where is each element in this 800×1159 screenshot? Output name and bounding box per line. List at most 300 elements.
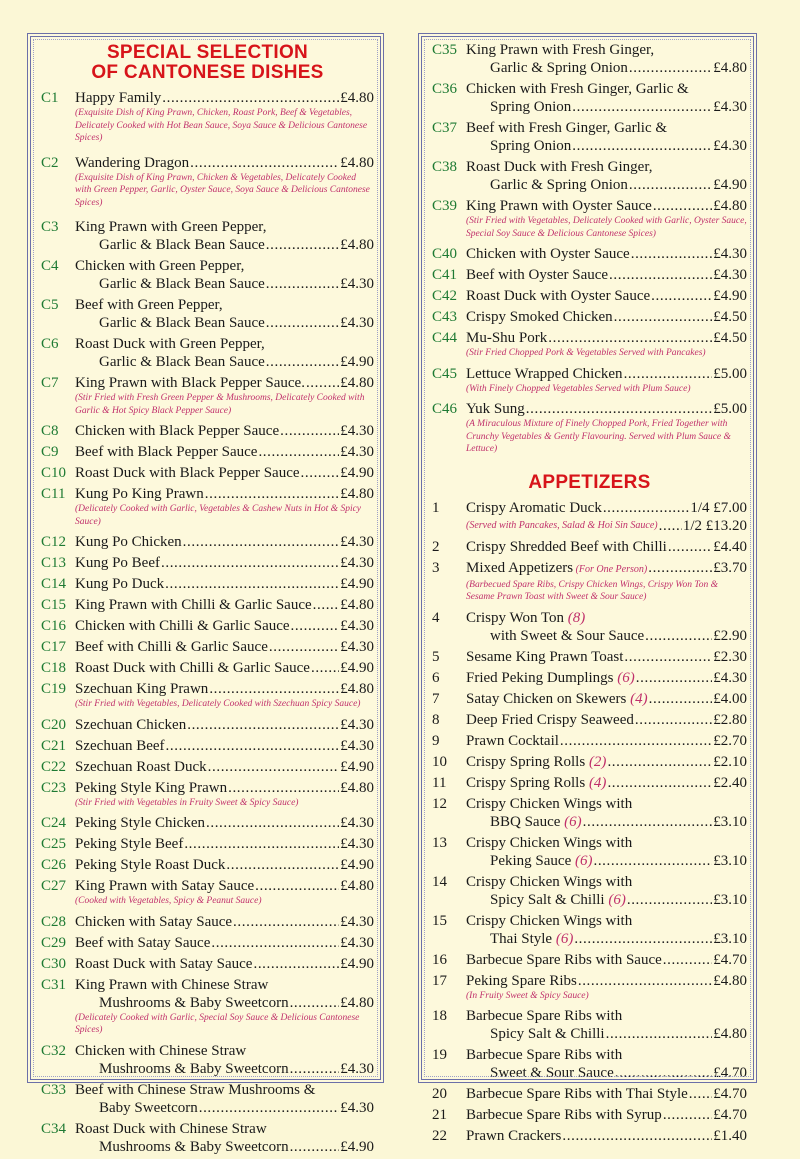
item-code: C20 [41,716,67,733]
menu-item [41,575,374,593]
leader-dots [291,617,340,635]
menu-item [432,912,747,948]
item-code: 21 [432,1107,447,1123]
item-price: £1.40 [713,1128,747,1144]
item-code: C22 [41,758,67,775]
menu-item [432,266,747,284]
item-price: £3.10 [713,852,747,869]
item-price: £4.80 [340,878,374,894]
item-price: £4.30 [340,815,374,831]
item-quantity: (For One Person) [573,563,648,575]
menu-item [432,648,747,666]
item-name: Szechuan Beef [75,737,165,754]
menu-item [432,308,747,326]
item-name: Beef with Satay Sauce [75,934,211,951]
item-name: Crispy Chicken Wings with [466,873,633,890]
menu-item [432,609,747,645]
leader-dots [290,1060,340,1078]
item-price: £4.90 [340,955,374,972]
leader-dots [199,1099,340,1117]
item-code: C42 [432,288,458,304]
leader-dots [663,951,712,969]
menu-item [41,296,374,332]
leader-dots [269,638,339,656]
item-code: C7 [41,375,59,391]
leader-dots [266,275,339,293]
leader-dots [593,852,712,870]
item-code: C43 [432,309,458,325]
item-name: Garlic & Spring Onion [490,177,628,193]
item-name: Roast Duck with Black Pepper Sauce [75,465,300,481]
item-description: (In Fruity Sweet & Spicy Sauce) [466,990,589,1001]
item-price: £4.90 [340,576,374,592]
item-name: Kung Po Duck [75,576,165,592]
item-name: Mushrooms & Baby Sweetcorn [99,1138,289,1155]
item-code: C2 [41,154,59,171]
item-name: Garlic & Spring Onion [490,60,628,76]
item-code: 3 [432,559,440,576]
section-title [41,43,374,83]
item-name: Beef with Chinese Straw Mushrooms & [75,1081,316,1098]
leader-dots [253,955,339,973]
item-description: (Stir Fried Chopped Pork & Vegetables Served with Pancakes) [466,348,706,358]
item-price: £2.10 [713,753,747,770]
menu-item [41,680,374,713]
item-name: Happy Family [75,90,162,106]
item-code: C17 [41,639,67,655]
item-name: Mu-Shu Pork [466,330,548,346]
item-price: £2.40 [713,774,747,791]
item-description: (Stir Fried with Vegetables, Delicately Cooked with Garlic, Oyster Sauce, Special Soy Sauce & Delicious Cantonese Spices) [466,216,747,239]
item-price: £4.80 [713,972,747,989]
item-price: £4.30 [713,138,747,154]
leader-dots [560,732,712,750]
item-name: Fried Peking Dumplings (6) [466,669,635,686]
item-name: Roast Duck with Chilli & Garlic Sauce [75,660,310,676]
item-name: with Sweet & Sour Sauce [490,627,645,644]
item-price: £4.30 [713,246,747,262]
item-code: C4 [41,258,59,274]
menu-item [432,669,747,687]
leader-dots [615,1064,713,1082]
leader-dots [645,627,712,645]
menu-item [41,554,374,572]
item-code: 17 [432,972,447,989]
item-code: C33 [41,1081,67,1098]
leader-dots [266,353,339,371]
item-code: C24 [41,815,67,831]
leader-dots [209,680,339,698]
menu-item [41,485,374,530]
item-name: Crispy Smoked Chicken [466,309,613,325]
item-code: C10 [41,465,67,481]
item-quantity: (4) [585,774,607,791]
menu-item [432,732,747,750]
item-price: £4.80 [340,154,374,171]
menu-item [432,1106,747,1124]
appetizers-title: APPETIZERS [528,471,651,493]
leader-dots [627,891,712,909]
menu-item [432,499,747,535]
leader-dots [635,711,712,729]
leader-dots [187,716,339,734]
item-price: 1/4 £7.00 [690,499,747,516]
item-code: C37 [432,120,458,136]
menu-item [432,80,747,116]
item-name: Crispy Spring Rolls (4) [466,774,607,791]
menu-item [432,1127,747,1145]
item-name: Spicy Salt & Chilli [490,1026,605,1042]
item-name: Beef with Oyster Sauce [466,267,609,283]
item-name: Yuk Sung [466,401,525,417]
item-price: £4.80 [713,198,747,214]
leader-dots [258,443,339,461]
item-name: Kung Po Chicken [75,534,182,550]
item-code: C14 [41,576,67,592]
item-price: £4.30 [340,737,374,754]
item-name: Peking Style Chicken [75,815,205,831]
item-code: C15 [41,597,67,613]
menu-item [41,1081,374,1117]
item-description: (Stir Fried with Vegetables, Delicately Cooked with Szechuan Spicy Sauce) [75,699,361,709]
item-price: £4.90 [713,177,747,193]
section-title-line-2: OF CANTONESE DISHES [91,62,324,83]
item-code: C9 [41,444,59,460]
leader-dots [631,245,713,263]
item-code: 15 [432,912,447,929]
item-price: £4.50 [713,309,747,325]
item-price: 1/2 £13.20 [682,517,747,534]
item-price: £4.80 [713,1026,747,1042]
item-price: £4.80 [340,994,374,1011]
leader-dots [578,972,712,990]
item-name: Crispy Chicken Wings with [466,795,633,812]
item-name: Prawn Cocktail [466,732,559,749]
menu-item [432,538,747,556]
leader-dots [165,575,339,593]
menu-item [41,856,374,874]
item-name: Barbecue Spare Ribs with [466,1047,623,1063]
menu-item [41,596,374,614]
item-price: £5.00 [713,401,747,417]
item-price: £4.90 [340,354,374,370]
leader-dots [526,400,712,418]
item-price: £4.90 [713,288,747,304]
item-code: C26 [41,857,67,873]
leader-dots [208,758,340,776]
leader-dots [614,308,713,326]
leader-dots [548,329,712,347]
item-code: C11 [41,486,66,502]
item-price: £4.90 [340,660,374,676]
item-code: C8 [41,423,59,439]
leader-dots [228,779,339,797]
item-name: Roast Duck with Green Pepper, [75,336,265,352]
leader-dots [629,59,712,77]
item-code: 1 [432,499,440,516]
item-name: King Prawn with Fresh Ginger, [466,42,655,58]
menu-item [432,951,747,969]
item-price: £3.10 [713,813,747,830]
item-description: (Barbecued Spare Ribs, Crispy Chicken Wings, Crispy Won Ton & Sesame Prawn Toast with Sweet & Sour Sauce) [466,579,719,602]
item-code: C1 [41,90,59,106]
item-name: Barbecue Spare Ribs with Syrup [466,1107,662,1123]
item-code: 2 [432,538,440,555]
item-price: £4.30 [713,669,747,686]
item-name: Mushrooms & Baby Sweetcorn [99,994,289,1011]
item-price: £4.80 [340,779,374,796]
leader-dots [183,533,340,551]
item-price: £4.80 [340,237,374,253]
menu-item [432,400,747,458]
item-name: Barbecue Spare Ribs with Thai Style [466,1086,688,1102]
item-description: (Cooked with Vegetables, Spicy & Peanut Sauce) [75,896,262,906]
menu-item [41,617,374,635]
item-price: £4.30 [340,534,374,550]
leader-dots [190,154,339,172]
item-price: £4.80 [340,681,374,697]
item-code: C36 [432,81,458,97]
item-code: 12 [432,795,447,812]
leader-dots [301,464,340,482]
item-name: Chicken with Oyster Sauce [466,246,630,262]
leader-dots [583,813,713,831]
menu-item [41,533,374,551]
item-price: £4.70 [713,1107,747,1123]
item-price: £4.30 [340,639,374,655]
menu-item [432,834,747,870]
item-price: £2.80 [713,711,747,728]
item-price: £4.30 [340,315,374,331]
leader-dots [603,499,690,517]
item-name: Barbecue Spare Ribs with [466,1008,623,1024]
menu-item [41,955,374,973]
leader-dots [166,737,340,755]
menu-item [432,559,747,606]
item-name: Prawn Crackers [466,1128,562,1144]
item-name: Peking Sauce (6) [490,852,593,869]
item-code: 4 [432,609,440,626]
item-name: Spring Onion [490,99,572,115]
menu-item [432,711,747,729]
item-price: £4.80 [713,60,747,76]
item-description: (Exquisite Dish of King Prawn, Chicken, Roast Pork, Beef & Vegetables, Delicately Cooked with Hot Bean Sauce, Soya Sauce & Delicious Cantonese Spices) [75,108,368,143]
item-price: £4.30 [340,276,374,292]
item-code: 11 [432,774,447,791]
item-price: £4.80 [340,597,374,613]
item-code: C46 [432,401,458,417]
leader-dots [211,934,339,952]
menu-item [41,89,374,147]
item-name: Satay Chicken on Skewers (4) [466,690,648,707]
menu-item [432,774,747,792]
item-price: £4.90 [340,758,374,775]
item-code: 6 [432,669,440,686]
item-code: 10 [432,753,447,770]
item-name: Chicken with Fresh Ginger, Garlic & [466,81,689,97]
item-price: £4.30 [340,716,374,733]
leader-dots [636,669,712,687]
menu-item [432,245,747,263]
menu-item [41,779,374,812]
item-name: Roast Duck with Chinese Straw [75,1120,267,1137]
item-price: £2.70 [713,732,747,749]
appetizers-list [432,499,747,1149]
item-name: BBQ Sauce (6) [490,813,582,830]
item-description: (With Finely Chopped Vegetables Served with Plum Sauce) [466,383,691,394]
leader-dots [233,913,339,931]
item-name: Wandering Dragon [75,154,190,171]
item-price: £4.40 [713,538,747,555]
menu-item [432,329,747,362]
menu-item [432,690,747,708]
item-name: Roast Duck with Oyster Sauce [466,288,651,304]
leader-dots [572,98,712,116]
item-code: C38 [432,159,458,175]
cantonese-list [41,89,374,1159]
item-price: £4.30 [340,423,374,439]
item-description: (Delicately Cooked with Garlic, Special Soy Sauce & Delicious Cantonese Spices) [75,1012,360,1035]
leader-dots [266,314,339,332]
leader-dots [607,774,712,792]
item-quantity: (6) [552,930,574,947]
item-price: £4.30 [340,913,374,930]
menu-item [41,976,374,1039]
item-code: C18 [41,660,67,676]
item-code: C39 [432,198,458,214]
leader-dots [653,197,712,215]
leader-dots [574,930,712,948]
item-name: Barbecue Spare Ribs with Sauce [466,951,662,968]
leader-dots [651,287,712,305]
item-name: Szechuan Chicken [75,716,187,733]
item-price: £4.30 [340,836,374,852]
item-quantity: (6) [571,852,593,869]
item-name: Chicken with Chinese Straw [75,1042,247,1059]
leader-dots [629,176,712,194]
item-name: King Prawn with Black Pepper Sauce. [75,375,305,391]
item-code: C31 [41,976,67,993]
item-code: C3 [41,219,59,235]
section-title-line-1: SPECIAL SELECTION [106,42,309,63]
leader-dots [648,559,712,579]
menu-item [41,464,374,482]
item-name: Beef with Chilli & Garlic Sauce [75,639,268,655]
menu-item [432,873,747,909]
item-name: King Prawn with Chilli & Garlic Sauce [75,597,312,613]
menu-item [41,716,374,734]
item-name: Peking Style Beef [75,836,184,852]
item-price: £3.10 [713,930,747,947]
item-code: C6 [41,336,59,352]
item-description: (Exquisite Dish of King Prawn, Chicken & Vegetables, Delicately Cooked with Green Pepper, Garlic, Oyster Sauce, Soya Sauce & Delicious Cantonese Spices) [75,172,370,208]
item-name: Roast Duck with Satay Sauce [75,955,253,972]
item-code: C32 [41,1042,67,1059]
item-name: King Prawn with Green Pepper, [75,219,267,235]
leader-dots [290,1138,340,1156]
item-price: £4.30 [340,934,374,951]
item-quantity: (6) [560,813,582,830]
item-code: 5 [432,648,440,665]
leader-dots [562,1127,712,1145]
item-code: C16 [41,618,67,634]
menu-item [41,257,374,293]
item-price: £4.30 [713,267,747,283]
item-code: 7 [432,690,440,707]
leader-dots [607,753,712,771]
menu-item [41,638,374,656]
item-price: £4.30 [340,1099,374,1116]
leader-dots [162,89,339,107]
item-code: C45 [432,365,458,382]
leader-dots [668,538,712,556]
menu-item [432,41,747,77]
item-price: £4.30 [340,555,374,571]
menu-item [41,218,374,254]
item-code: C34 [41,1120,67,1137]
menu-item [41,659,374,677]
item-price: £3.10 [713,891,747,908]
item-name: Crispy Shredded Beef with Chilli [466,538,667,555]
item-name: Crispy Aromatic Duck [466,499,602,516]
leader-dots [161,554,339,572]
item-price: £2.30 [713,648,747,665]
item-price: £5.00 [713,365,747,382]
item-price: £4.90 [340,857,374,873]
item-code: 14 [432,873,447,890]
item-name: Crispy Chicken Wings with [466,834,633,851]
item-code: 8 [432,711,440,728]
menu-item [432,1007,747,1043]
leader-dots [255,877,339,895]
menu-item [41,913,374,931]
item-name: King Prawn with Oyster Sauce [466,198,652,214]
item-name: Crispy Chicken Wings with [466,912,633,929]
leader-dots [572,137,712,155]
menu-item [41,877,374,910]
item-description: (Stir Fried with Vegetables in Fruity Sweet & Spicy Sauce) [75,797,299,808]
item-name: Peking Style Roast Duck [75,857,226,873]
menu-item [41,814,374,832]
item-name: Sweet & Sour Sauce [490,1065,614,1081]
item-description: (A Miraculous Mixture of Finely Chopped Pork, Fried Together with Crunchy Vegetables & Gently Flavouring. Served with Plum Sauce & Lettuce) [466,419,731,454]
leader-dots [624,648,712,666]
item-price: £4.80 [340,375,374,391]
item-name: Chicken with Green Pepper, [75,258,245,274]
menu-item [41,737,374,755]
item-name: Lettuce Wrapped Chicken [466,365,623,382]
item-name: (Served with Pancakes, Salad & Hoi Sin Sauce) [466,519,658,531]
leader-dots [184,835,339,853]
item-code: C21 [41,737,67,754]
menu-item [432,365,747,398]
item-name: Peking Style King Prawn [75,779,228,796]
item-price: £3.70 [713,559,747,576]
item-name: Chicken with Chilli & Garlic Sauce [75,618,290,634]
cantonese-panel [27,33,384,1155]
item-price: £4.50 [713,330,747,346]
item-code: C25 [41,836,67,852]
item-name: Beef with Green Pepper, [75,297,223,313]
item-code: C23 [41,779,67,796]
item-price: £4.90 [340,1138,374,1155]
menu-item [432,287,747,305]
item-price: £4.70 [713,1086,747,1102]
item-code: C35 [432,42,458,58]
menu-item [432,795,747,831]
menu-item [432,1046,747,1082]
leader-dots [609,266,712,284]
